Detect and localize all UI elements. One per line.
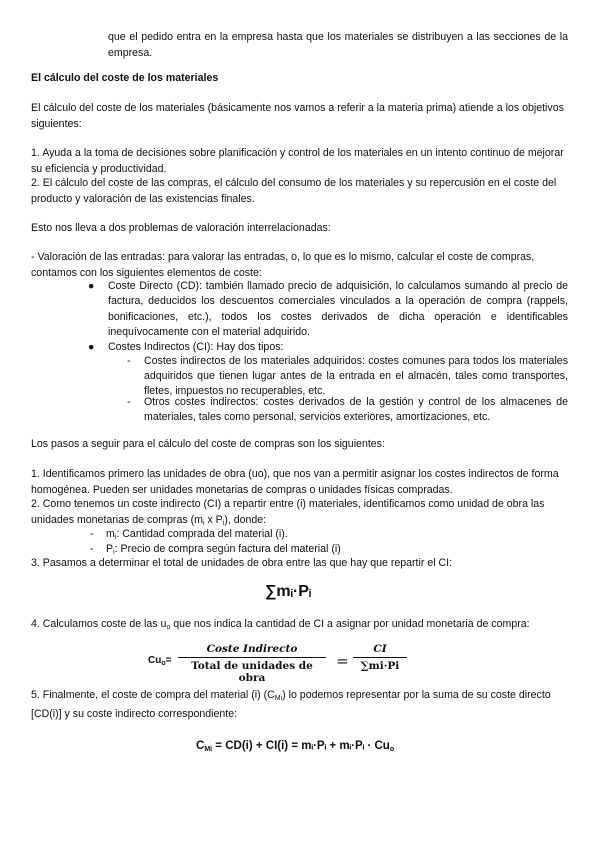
step-2: 2. Como tenemos un coste indirecto (CI) a repartir entre (i) materiales, identificamos como unidad de obra las unidades monetarias de compras ($m_i$ x $P_i$), donde: — [31, 498, 545, 527]
def-p: - $P_i$: Precio de compra según factura del material (i) — [90, 543, 341, 556]
formula-cmi: $C_{Mi} = CD(i) + CI(i)$ = mᵢ·Pᵢ + mᵢ·Pᵢ · $Cu_o$ — [196, 740, 395, 753]
intro-paragraph: El cálculo del coste de los materiales (básicamente nos vamos a referir a la materia prima) atiende a los objetivos siguientes: — [31, 102, 564, 130]
ci-type-text: Costes indirectos de los materiales adquiridos: costes comunes para todos los materiales adquiridos que tienen lugar antes de la entrada en el almacén, tales como transportes, fletes, impuestos no recuperables, etc. — [144, 355, 568, 397]
intro-continuation: que el pedido entra en la empresa hasta que los materiales se distribuyen a las secciones de la empresa. — [108, 31, 568, 59]
fraction-2-denominator: ∑mi·Pi — [360, 660, 400, 672]
formula-sum: ∑mᵢ·Pᵢ — [265, 583, 312, 600]
bullet-text: Costes Indirectos (CI): Hay dos tipos: — [108, 341, 284, 353]
ci-type-1 — [127, 354, 568, 400]
step-3: 3. Pasamos a determinar el total de unidades de obra entre las que hay que repartir el CI: — [31, 557, 453, 569]
problems-paragraph: Esto nos lleva a dos problemas de valoración interrelacionadas: — [31, 222, 331, 234]
entradas-paragraph: - Valoración de las entradas: para valorar las entradas, o, lo que es lo mismo, calcular el coste de compras, contamos con los siguientes elementos de coste: — [31, 251, 535, 279]
fraction-1-numerator: Coste Indirecto — [178, 643, 326, 658]
def-m: - $m_i$: Cantidad comprada del material (i). — [90, 528, 288, 541]
fraction-1-denominator: Total de unidades de obra — [191, 660, 313, 684]
step-5: 5. Finalmente, el coste de compra del material (i) $(C_{Mi})$ lo podemos representar por la suma de su coste directo [CD(i)] y su coste indirecto correspondiente: — [31, 689, 551, 720]
step-4: 4. Calculamos coste de las $u_o$ que nos indica la cantidad de CI a asignar por unidad monetaria de compra: — [31, 618, 530, 631]
step-1: 1. Identificamos primero las unidades de obra (uo), que nos van a permitir asignar los costes indirectos de forma homogénea. Pueden ser unidades monetarias de compras o unidades físicas compradas. — [31, 468, 559, 496]
bullet-icon: ● — [88, 341, 95, 353]
ci-type-2 — [127, 395, 568, 425]
ci-type-text: Otros costes indirectos: costes derivados de la gestión y control de los almacenes de materiales, tales como personal, servicios exteriores, amortizaciones, etc. — [144, 396, 568, 423]
section-heading: El cálculo del coste de los materiales — [31, 72, 219, 84]
fraction-2 — [353, 643, 407, 672]
fraction-1 — [178, 643, 326, 684]
equals-sign: = — [336, 652, 349, 670]
fraction-2-numerator: CI — [353, 643, 407, 658]
dash-marker: - — [127, 396, 131, 408]
dash-marker: - — [127, 355, 131, 367]
bullet-icon: ● — [88, 280, 95, 292]
pasos-paragraph: Los pasos a seguir para el cálculo del coste de compras son los siguientes: — [31, 438, 385, 450]
bullet-coste-directo — [88, 279, 568, 341]
formula-lhs: $Cu_o=$ — [148, 655, 172, 667]
objective-1: 1. Ayuda a la toma de decisiones sobre planificación y control de los materiales en un intento continuo de mejorar su eficiencia y productividad. — [31, 147, 564, 175]
bullet-text: Coste Directo (CD): también llamado precio de adquisición, lo calculamos sumando al precio de factura, deducidos los descuentos comerciales vinculados a la operación de compra (rappels, bonificaciones, etc.), todos los costes derivados de dicha operación e identificables inequívocamente con el material adquirido. — [108, 280, 568, 338]
formula-cu — [148, 643, 448, 683]
objective-2: 2. El cálculo del coste de las compras, el cálculo del consumo de los materiales y su repercusión en el coste del producto y valoración de las existencias finales. — [31, 177, 557, 205]
